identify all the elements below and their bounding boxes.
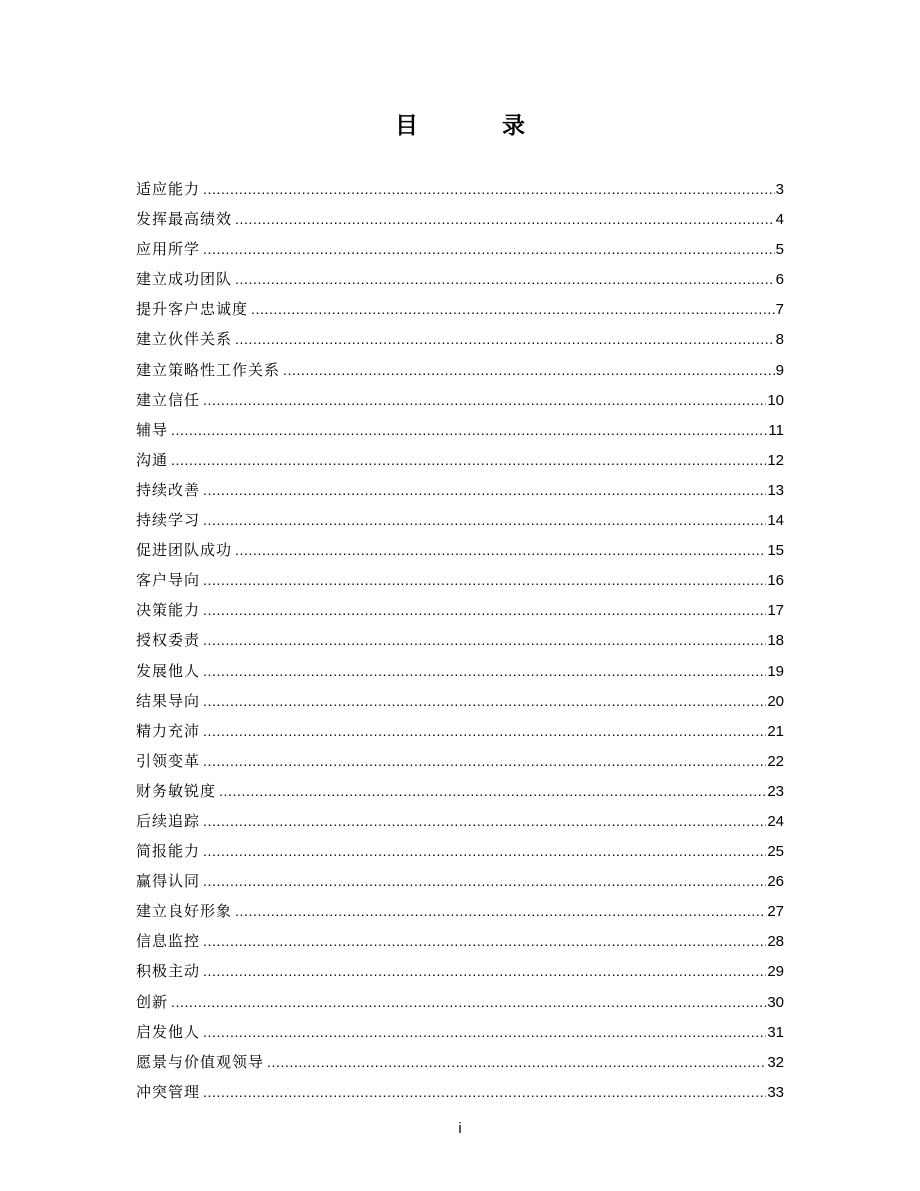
toc-entry-label: 适应能力 [136,180,201,198]
toc-dot-leader [203,926,766,956]
toc-entry[interactable] [136,475,784,505]
toc-entry-label: 应用所学 [136,240,201,259]
toc-entry[interactable] [136,445,784,475]
toc-dot-leader [203,836,766,866]
toc-dot-leader [203,716,766,746]
toc-entry-label: 简报能力 [136,842,201,861]
toc-entry[interactable] [136,324,784,354]
toc-entry-page-number: 32 [767,1053,784,1071]
toc-dot-leader [171,415,767,445]
toc-entry-label: 精力充沛 [136,721,201,740]
toc-entry[interactable] [136,836,784,866]
toc-list [136,174,784,1107]
toc-entry-label: 创新 [136,992,169,1011]
toc-entry[interactable] [136,294,784,324]
toc-entry-page-number: 4 [775,211,784,229]
toc-entry[interactable] [136,1077,784,1107]
toc-entry-label: 信息监控 [136,932,201,951]
toc-entry-label: 结果导向 [136,691,201,710]
toc-entry[interactable] [136,595,784,625]
toc-entry-page-number: 21 [767,722,784,740]
toc-entry[interactable] [136,686,784,716]
toc-entry-label: 建立伙伴关系 [136,330,233,349]
toc-dot-leader [203,505,766,535]
toc-dot-leader [203,866,766,896]
toc-entry-page-number: 18 [767,632,784,650]
toc-entry-page-number: 6 [775,271,784,289]
toc-entry[interactable] [136,1017,784,1047]
toc-entry-label: 客户导向 [136,571,201,590]
toc-dot-leader [203,1077,766,1107]
toc-entry[interactable] [136,716,784,746]
toc-dot-leader [203,625,766,655]
toc-entry-page-number: 5 [775,241,784,259]
toc-entry[interactable] [136,355,784,385]
toc-entry[interactable] [136,866,784,896]
toc-dot-leader [203,806,766,836]
toc-entry-label: 启发他人 [136,1022,201,1041]
toc-entry[interactable] [136,385,784,415]
toc-entry-page-number: 16 [767,572,784,590]
toc-entry[interactable] [136,656,784,686]
toc-entry[interactable] [136,565,784,595]
toc-dot-leader [203,234,775,264]
toc-dot-leader [203,595,766,625]
toc-entry-page-number: 33 [767,1083,784,1101]
toc-entry-label: 持续学习 [136,511,201,530]
toc-entry-page-number: 24 [767,812,784,830]
toc-entry[interactable] [136,264,784,294]
toc-entry-page-number: 31 [767,1023,784,1041]
toc-entry-label: 愿景与价值观领导 [136,1052,265,1071]
toc-dot-leader [235,324,775,354]
toc-entry[interactable] [136,174,784,204]
toc-entry-label: 引领变革 [136,751,201,770]
toc-dot-leader [203,1017,766,1047]
toc-entry-page-number: 3 [775,181,784,198]
toc-entry-page-number: 7 [775,301,784,319]
toc-entry-page-number: 17 [767,602,784,620]
toc-dot-leader [203,656,766,686]
toc-entry-page-number: 11 [768,421,784,439]
toc-entry[interactable] [136,896,784,926]
toc-dot-leader [203,475,766,505]
toc-dot-leader [283,355,775,385]
toc-entry[interactable] [136,987,784,1017]
toc-entry-label: 财务敏锐度 [136,781,217,800]
toc-dot-leader [235,535,766,565]
toc-entry-page-number: 14 [767,512,784,530]
toc-entry-page-number: 20 [767,692,784,710]
toc-entry-label: 持续改善 [136,480,201,499]
toc-dot-leader [235,896,766,926]
toc-entry-label: 发挥最高绩效 [136,210,233,229]
toc-entry-label: 授权委责 [136,631,201,650]
toc-entry-label: 促进团队成功 [136,541,233,560]
toc-entry-page-number: 19 [767,662,784,680]
toc-dot-leader [203,565,766,595]
toc-dot-leader [203,956,766,986]
toc-entry-page-number: 26 [767,873,784,891]
toc-entry-page-number: 13 [767,481,784,499]
toc-entry-label: 建立信任 [136,390,201,409]
toc-entry-page-number: 10 [767,391,784,409]
toc-entry-label: 发展他人 [136,661,201,680]
toc-entry-label: 建立良好形象 [136,902,233,921]
toc-dot-leader [203,385,766,415]
toc-dot-leader [203,686,766,716]
toc-entry[interactable] [136,625,784,655]
toc-entry-page-number: 29 [767,963,784,981]
toc-entry-label: 辅导 [136,420,169,439]
toc-dot-leader [203,174,775,204]
toc-entry[interactable] [136,1047,784,1077]
toc-entry-label: 沟通 [136,450,169,469]
toc-entry[interactable] [136,926,784,956]
toc-entry[interactable] [136,956,784,986]
toc-entry-label: 赢得认同 [136,872,201,891]
toc-dot-leader [267,1047,766,1077]
toc-dot-leader [251,294,775,324]
toc-entry-page-number: 15 [767,542,784,560]
toc-entry-label: 提升客户忠诚度 [136,300,249,319]
toc-entry-label: 积极主动 [136,962,201,981]
toc-entry[interactable] [136,776,784,806]
toc-entry-page-number: 9 [775,361,784,379]
toc-title: 目 录 [394,113,563,139]
toc-entry[interactable] [136,204,784,234]
toc-entry[interactable] [136,535,784,565]
toc-entry-page-number: 8 [775,331,784,349]
toc-entry-label: 建立策略性工作关系 [136,360,281,379]
toc-entry[interactable] [136,415,784,445]
toc-entry-label: 冲突管理 [136,1082,201,1101]
toc-entry[interactable] [136,505,784,535]
toc-entry[interactable] [136,806,784,836]
toc-entry-label: 决策能力 [136,601,201,620]
toc-entry-page-number: 22 [767,752,784,770]
toc-entry-page-number: 12 [767,451,784,469]
toc-entry-page-number: 25 [767,843,784,861]
toc-dot-leader [171,987,766,1017]
toc-entry-page-number: 27 [767,903,784,921]
toc-entry[interactable] [136,746,784,776]
toc-entry-label: 后续追踪 [136,811,201,830]
toc-entry-page-number: 23 [767,782,784,800]
toc-dot-leader [219,776,766,806]
page-number: i [458,1120,462,1137]
toc-entry-label: 建立成功团队 [136,270,233,289]
toc-entry-page-number: 30 [767,993,784,1011]
toc-entry[interactable] [136,234,784,264]
toc-dot-leader [203,746,766,776]
toc-entry-page-number: 28 [767,933,784,951]
toc-dot-leader [171,445,766,475]
toc-dot-leader [235,204,775,234]
toc-dot-leader [235,264,775,294]
